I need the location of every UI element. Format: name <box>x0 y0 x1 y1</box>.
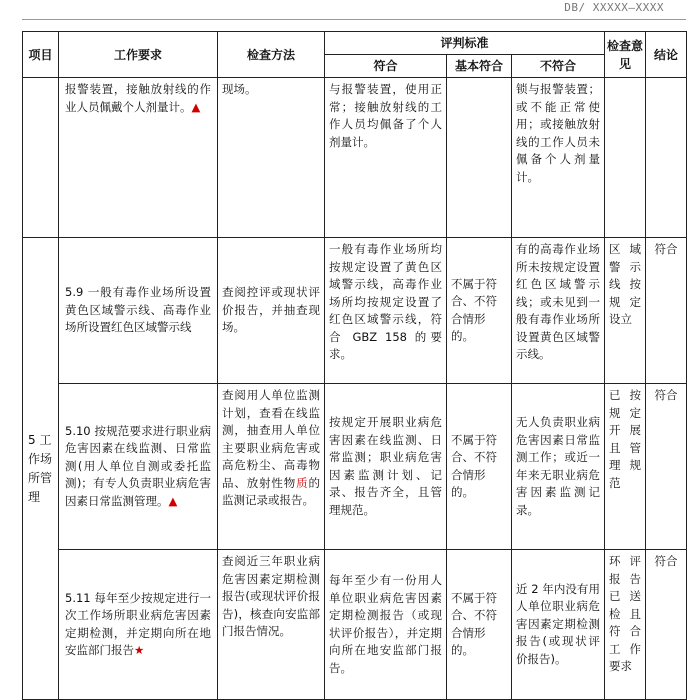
basic-conform-cell <box>447 78 512 238</box>
conclusion-cell <box>646 78 687 238</box>
document-code: DB/ XXXXX—XXXX <box>564 1 664 14</box>
conclusion-cell: 符合 <box>646 384 687 550</box>
header-basic-conform: 基本符合 <box>447 55 512 78</box>
table-row <box>23 384 687 550</box>
highlighted-char: 质 <box>296 475 309 490</box>
nonconform-cell: 锁与报警装置；或不能正常使用；或接触放射线的工作人员未佩备个人剂量计。 <box>512 78 605 238</box>
header-conform: 符合 <box>325 55 447 78</box>
conform-cell: 与报警装置，使用正常；接触放射线的工作人员均佩备了个人剂量计。 <box>325 78 447 238</box>
requirement-cell: 报警装置，接触放射线的作业人员佩戴个人剂量计。▲ <box>59 78 218 238</box>
basic-conform-cell: 不属于符合、不符合情形的。 <box>447 384 512 550</box>
key-item-triangle-icon: ▲ <box>168 493 178 508</box>
key-item-triangle-icon: ▲ <box>191 99 201 114</box>
opinion-cell: 已按规定开展且管理规范 <box>605 384 646 550</box>
opinion-cell <box>605 78 646 238</box>
basic-conform-cell: 不属于符合、不符合情形的。 <box>447 550 512 700</box>
header-requirement: 工作要求 <box>59 32 218 78</box>
header-rule <box>22 19 686 20</box>
opinion-cell: 环评报告已送检且符合工作要求 <box>605 550 646 700</box>
requirement-cell: 5.9 一般有毒作业场所设置黄色区域警示线、高毒作业场所设置红色区域警示线 <box>59 238 218 384</box>
opinion-cell: 区域警示线按规定设立 <box>605 238 646 384</box>
inspection-table <box>22 31 687 700</box>
method-cell: 查阅近三年职业病危害因素定期检测报告(或现状评价报告)，核查向安监部门报告情况。 <box>218 550 325 700</box>
conform-cell: 一般有毒作业场所均按规定设置了黄色区域警示线，高毒作业场所均按规定设置了红色区域警示线，符合 GBZ 158 的要求。 <box>325 238 447 384</box>
table-row <box>23 78 687 238</box>
key-item-star-icon: ★ <box>134 643 145 657</box>
project-cell-empty <box>23 78 59 238</box>
basic-conform-cell: 不属于符合、不符合情形的。 <box>447 238 512 384</box>
requirement-cell: 5.10 按规范要求进行职业病危害因素在线监测、日常监测(用人单位自测或委托监测)；有专人负责职业病危害因素日常监测管理。▲ <box>59 384 218 550</box>
header-conclusion: 结论 <box>646 32 687 78</box>
table-row <box>23 550 687 700</box>
header-method: 检查方法 <box>218 32 325 78</box>
nonconform-cell: 无人负责职业病危害因素日常监测工作；或近一年来无职业病危害因素监测记录。 <box>512 384 605 550</box>
method-cell: 现场。 <box>218 78 325 238</box>
section-label: 5 工作场所管理 <box>23 238 59 700</box>
header-criteria: 评判标准 <box>325 32 605 55</box>
method-cell: 查阅控评或现状评价报告，并抽查现场。 <box>218 238 325 384</box>
conclusion-cell: 符合 <box>646 550 687 700</box>
requirement-cell: 5.11 每年至少按规定进行一次工作场所职业病危害因素定期检测，并定期向所在地安监部门报告★ <box>59 550 218 700</box>
nonconform-cell: 有的高毒作业场所未按规定设置红色区域警示线；或未见到一般有毒作业场所设置黄色区域警示线。 <box>512 238 605 384</box>
header-project: 项目 <box>23 32 59 78</box>
conclusion-cell: 符合 <box>646 238 687 384</box>
conform-cell: 每年至少有一份用人单位职业病危害因素定期检测报告（或现状评价报告），并定期向所在地安监部门报告。 <box>325 550 447 700</box>
table-row <box>23 238 687 384</box>
header-inspection-opinion: 检查意见 <box>605 32 646 78</box>
nonconform-cell: 近 2 年内没有用人单位职业病危害因素定期检测报告(或现状评价报告)。 <box>512 550 605 700</box>
header-nonconform: 不符合 <box>512 55 605 78</box>
conform-cell: 按规定开展职业病危害因素在线监测、日常监测；职业病危害因素监测计划、记录、报告齐全，且管理规范。 <box>325 384 447 550</box>
method-cell: 查阅用人单位监测计划，查看在线监测，抽查用人单位主要职业病危害或高危粉尘、高毒物品、放射性物质的监测记录或报告。 <box>218 384 325 550</box>
